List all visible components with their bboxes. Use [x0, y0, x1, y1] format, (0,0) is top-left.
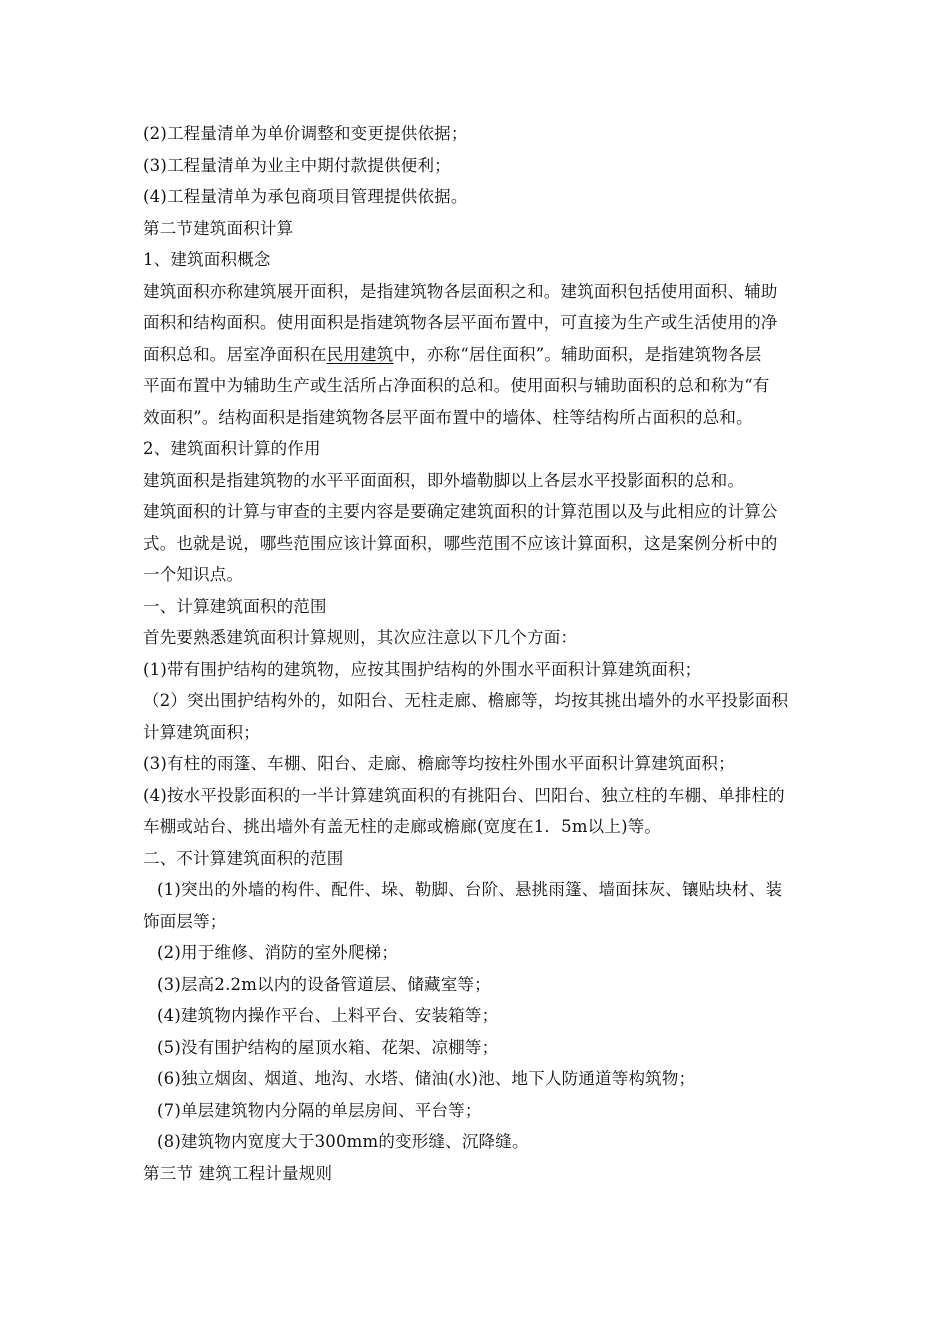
list-item-continuation: 车棚或站台、挑出墙外有盖无柱的走廊或檐廊(宽度在1．5m以上)等。 — [143, 817, 662, 836]
list-item-continuation: 计算建筑面积； — [143, 722, 260, 742]
heading-scope-excluded: 二、不计算建筑面积的范围 — [143, 848, 344, 868]
subheading-1: 1、建筑面积概念 — [143, 250, 271, 269]
list-item: （2）突出围护结构外的，如阳台、无柱走廊、檐廊等，均按其挑出墙外的水平投影面积 — [143, 691, 789, 710]
paragraph-line: 首先要熟悉建筑面积计算规则，其次应注意以下几个方面： — [143, 628, 578, 647]
list-item: (3)层高2.2m以内的设备管道层、储藏室等； — [157, 974, 491, 994]
list-item: (1)突出的外墙的构件、配件、垛、勒脚、台阶、悬挑雨篷、墙面抹灰、镶贴块材、装 — [157, 880, 783, 899]
list-item-3: (3)工程量清单为业主中期付款提供便利； — [143, 155, 451, 175]
list-item-continuation: 饰面层等； — [143, 911, 227, 931]
paragraph-line: 一个知识点。 — [143, 565, 244, 584]
list-item: (6)独立烟囱、烟道、地沟、水塔、储油(水)池、地下人防通道等构筑物； — [157, 1069, 696, 1088]
list-item: (8)建筑物内宽度大于300mm的变形缝、沉降缝。 — [157, 1132, 529, 1151]
document-body — [143, 118, 815, 1189]
paragraph-line: 平面布置中为辅助生产或生活所占净面积的总和。使用面积与辅助面积的总和称为“有 — [143, 376, 770, 395]
list-item: (7)单层建筑物内分隔的单层房间、平台等； — [157, 1100, 482, 1120]
list-item: (3)有柱的雨篷、车棚、阳台、走廊、檐廊等均按柱外围水平面积计算建筑面积； — [143, 754, 735, 773]
text-segment: 中，亦称“居住面积”。辅助面积，是指建筑物各层 — [393, 344, 762, 364]
list-item: (4)建筑物内操作平台、上料平台、安装箱等； — [157, 1006, 499, 1025]
list-item: (1)带有围护结构的建筑物，应按其围护结构的外围水平面积计算建筑面积； — [143, 659, 702, 679]
civil-building-link[interactable]: 民用建筑 — [326, 344, 394, 364]
paragraph-line: 建筑面积的计算与审查的主要内容是要确定建筑面积的计算范围以及与此相应的计算公 — [143, 502, 778, 521]
list-item-4: (4)工程量清单为承包商项目管理提供依据。 — [143, 187, 468, 206]
list-item: (5)没有围护结构的屋顶水箱、花架、凉棚等； — [157, 1037, 499, 1057]
list-item: (2)用于维修、消防的室外爬梯； — [157, 943, 399, 962]
list-item: (4)按水平投影面积的一半计算建筑面积的有挑阳台、凹阳台、独立柱的车棚、单排柱的 — [143, 785, 785, 805]
paragraph-line: 面积和结构面积。使用面积是指建筑物各层平面布置中，可直接为生产或生活使用的净 — [143, 313, 778, 332]
paragraph-line: 式。也就是说，哪些范围应该计算面积，哪些范围不应该计算面积，这是案例分析中的 — [143, 533, 778, 553]
subheading-2: 2、建筑面积计算的作用 — [143, 439, 321, 458]
paragraph-line-with-link — [143, 339, 815, 371]
heading-scope-included: 一、计算建筑面积的范围 — [143, 596, 327, 616]
paragraph-line: 效面积”。结构面积是指建筑物各层平面布置中的墙体、柱等结构所占面积的总和。 — [143, 407, 753, 427]
section-heading-3: 第三节 建筑工程计量规则 — [143, 1163, 333, 1183]
section-heading-2: 第二节建筑面积计算 — [143, 218, 294, 238]
text-segment: 面积总和。居室净面积在 — [143, 344, 327, 364]
paragraph-line: 建筑面积亦称建筑展开面积，是指建筑物各层面积之和。建筑面积包括使用面积、辅助 — [143, 281, 778, 301]
list-item-2: (2)工程量清单为单价调整和变更提供依据； — [143, 124, 468, 143]
paragraph-line: 建筑面积是指建筑物的水平平面面积，即外墙勒脚以上各层水平投影面积的总和。 — [143, 470, 745, 490]
